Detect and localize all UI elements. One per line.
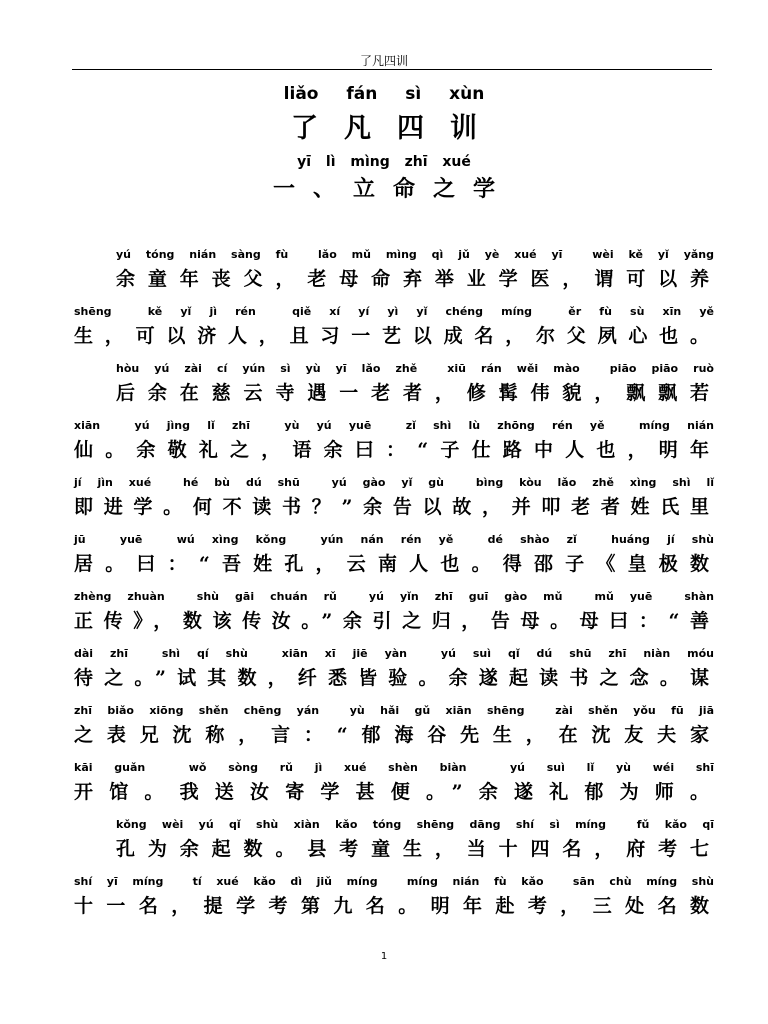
pinyin-line: hòu yú zài cí yún sì yù yī lǎo zhě xiū rán wěi mào piāo piāo ruò	[116, 362, 714, 375]
text-line	[74, 531, 714, 588]
title-pinyin: liǎo fán sì xùn	[283, 84, 485, 104]
text-line	[74, 873, 714, 930]
hanzi-line: 开馆。我送汝寄学甚便。”余遂礼郁为师。	[74, 781, 714, 803]
hanzi-line: 后余在慈云寺遇一老者，修髯伟貌，飘飘若	[116, 382, 714, 404]
pinyin-line: shí yī míng tí xué kǎo dì jiǔ míng míng nián fù kǎo sān chù míng shù	[74, 875, 714, 888]
pinyin-line: yú tóng nián sàng fù lǎo mǔ mìng qì jǔ yè xué yī wèi kě yǐ yǎng	[116, 248, 714, 261]
text-line	[74, 702, 714, 759]
text-line	[74, 417, 714, 474]
pinyin-line: jū yuē wú xìng kǒng yún nán rén yě dé shào zǐ huáng jí shù	[74, 533, 714, 546]
text-line	[74, 588, 714, 645]
header-rule	[72, 69, 712, 70]
pinyin-line: dài zhī shì qí shù xiān xī jiē yàn yú suì qǐ dú shū zhī niàn móu	[74, 647, 714, 660]
hanzi-line: 之表兄沈称，言：“郁海谷先生，在沈友夫家	[74, 724, 714, 746]
text-line	[74, 645, 714, 702]
pinyin-line: xiān yú jìng lǐ zhī yù yú yuē zǐ shì lù zhōng rén yě míng nián	[74, 419, 714, 432]
hanzi-line: 正传》，数该传汝。”余引之归，告母。母曰：“善	[74, 610, 714, 632]
running-header: 了凡四训	[359, 54, 408, 68]
text-line	[74, 303, 714, 360]
pinyin-line: shēng kě yǐ jì rén qiě xí yí yì yǐ chéng míng ěr fù sù xīn yě	[74, 305, 714, 318]
pinyin-line: kāi guǎn wǒ sòng rǔ jì xué shèn biàn yú suì lǐ yù wéi shī	[74, 761, 714, 774]
page-number: 1	[380, 951, 388, 962]
text-line	[74, 759, 714, 816]
page-title: 了凡四训	[291, 113, 503, 144]
hanzi-line: 即进学。何不读书？”余告以故，并叩老者姓氏里	[74, 496, 714, 518]
hanzi-line: 仙。余敬礼之，语余曰：“子仕路中人也，明年	[74, 439, 714, 461]
text-line	[74, 246, 714, 303]
hanzi-line: 余童年丧父，老母命弃举业学医，谓可以养	[116, 268, 714, 290]
hanzi-line: 生，可以济人，且习一艺以成名，尔父夙心也。	[74, 325, 714, 347]
hanzi-line: 十一名，提学考第九名。明年赴考，三处名数	[74, 895, 714, 917]
text-line	[74, 360, 714, 417]
pinyin-line: kǒng wèi yú qǐ shù xiàn kǎo tóng shēng dāng shí sì míng fǔ kǎo qī	[116, 818, 714, 831]
hanzi-line: 孔为余起数。县考童生，当十四名，府考七	[116, 838, 714, 860]
body-text	[74, 246, 714, 930]
pinyin-line: zhī biǎo xiōng shěn chēng yán yù hǎi gǔ xiān shēng zài shěn yǒu fū jiā	[74, 704, 714, 717]
pinyin-line: zhèng zhuàn shù gāi chuán rǔ yú yǐn zhī guī gào mǔ mǔ yuē shàn	[74, 590, 714, 603]
subtitle-pinyin: yī lì mìng zhī xué	[297, 154, 471, 170]
pinyin-line: jí jìn xué hé bù dú shū yú gào yǐ gù bìng kòu lǎo zhě xìng shì lǐ	[74, 476, 714, 489]
text-line	[74, 474, 714, 531]
hanzi-line: 待之。”试其数，纤悉皆验。余遂起读书之念。谋	[74, 667, 714, 689]
hanzi-line: 居。曰：“吾姓孔，云南人也。得邵子《皇极数	[74, 553, 714, 575]
section-heading: 一、立命之学	[272, 176, 513, 202]
text-line	[74, 816, 714, 873]
